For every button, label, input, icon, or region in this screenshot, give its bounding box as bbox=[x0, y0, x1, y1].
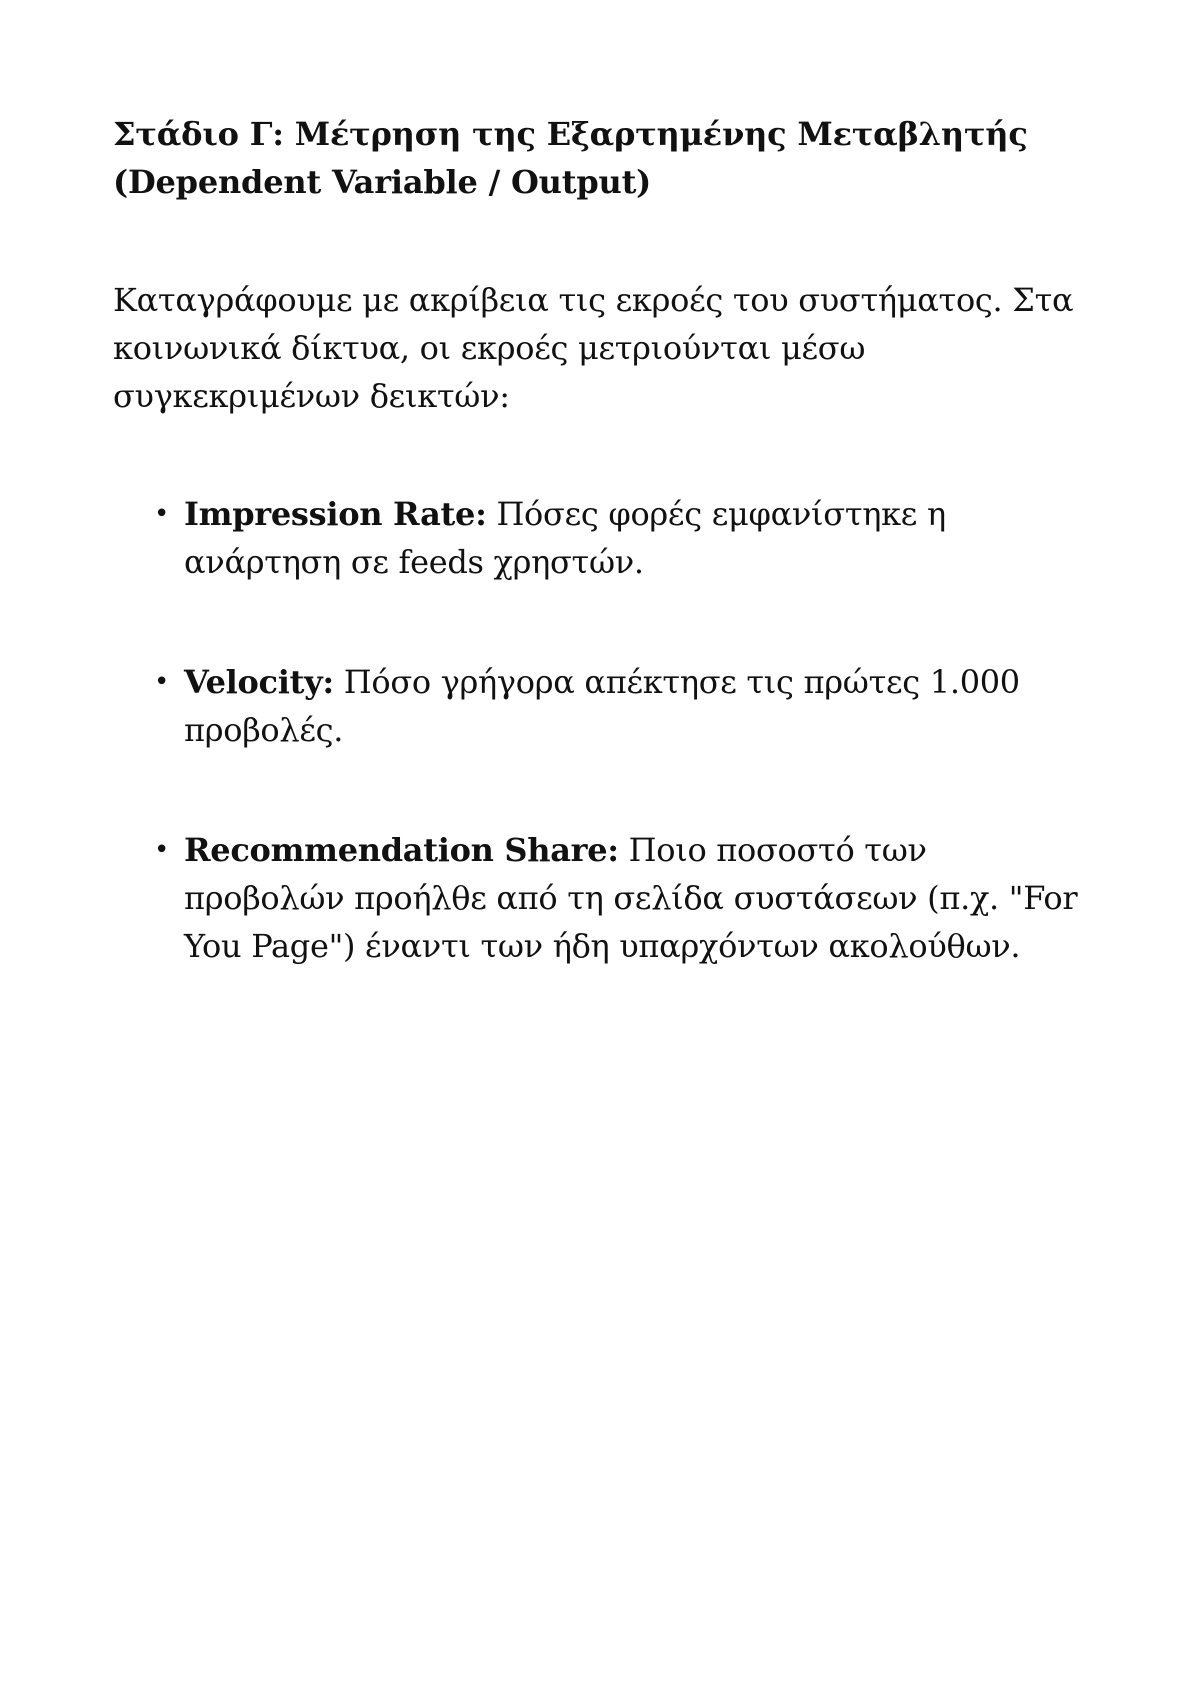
bullet-icon: • bbox=[154, 499, 170, 529]
metric-description: Ποιο ποσοστό των προβολών προήλθε από τη σελίδα συστάσεων (π.χ. "For You Page") έναντι των ήδη υπαρχόντων ακολούθων. bbox=[184, 831, 1078, 965]
list-item-velocity bbox=[154, 658, 1084, 754]
metric-description: Πόσο γρήγορα απέκτησε τις πρώτες 1.000 προβολές. bbox=[184, 663, 1020, 749]
intro-paragraph: Καταγράφουμε με ακρίβεια τις εκροές του συστήματος. Στα κοινωνικά δίκτυα, οι εκροές μετριούνται μέσω συγκεκριμένων δεικτών: bbox=[113, 281, 1074, 415]
metric-description: Πόσες φορές εμφανίστηκε η ανάρτηση σε feeds χρηστών. bbox=[184, 495, 946, 581]
list-item-recommendation-share bbox=[154, 826, 1084, 970]
metric-term: Impression Rate: bbox=[184, 495, 487, 533]
heading-line-2: (Dependent Variable / Output) bbox=[113, 163, 652, 201]
section-heading bbox=[113, 110, 1073, 206]
metric-term: Velocity: bbox=[184, 663, 334, 701]
metric-term: Recommendation Share: bbox=[184, 831, 619, 869]
bullet-icon: • bbox=[154, 667, 170, 697]
list-item-impression-rate bbox=[154, 490, 1084, 586]
heading-line-1: Στάδιο Γ: Μέτρηση της Εξαρτημένης Μεταβλητής bbox=[113, 115, 1028, 153]
bullet-icon: • bbox=[154, 835, 170, 865]
